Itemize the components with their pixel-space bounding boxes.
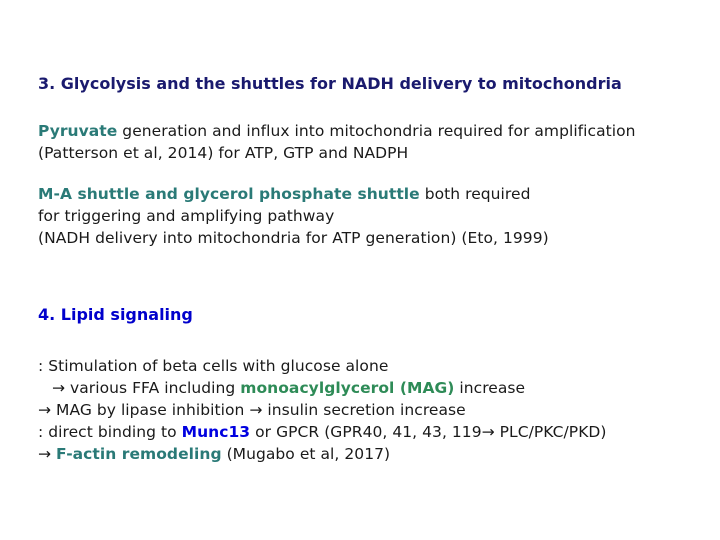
lipid-line-5-tail: (Mugabo et al, 2017) [221, 445, 391, 463]
shuttle-line-2: for triggering and amplifying pathway [38, 207, 335, 225]
pyruvate-line-1-text: generation and influx into mitochondria required for amplification [117, 122, 636, 140]
section-4-heading: 4. Lipid signaling [38, 305, 193, 324]
lipid-line-3-tail: insulin secretion increase [262, 401, 466, 419]
section-3-heading [38, 74, 622, 93]
pyruvate-line-1 [38, 120, 636, 142]
lipid-line-2-tail: increase [454, 379, 526, 397]
pyruvate-paragraph [38, 120, 636, 164]
lipid-line-3-text: MAG by lipase inhibition [51, 401, 250, 419]
shuttle-term: M-A shuttle and glycerol phosphate shuttle [38, 185, 420, 203]
f-actin-term: F-actin remodeling [56, 445, 222, 463]
lipid-line-2-text: various FFA including [65, 379, 241, 397]
arrow-icon: → [38, 445, 52, 463]
shuttle-line-1 [38, 183, 549, 205]
mag-term: monoacylglycerol (MAG) [240, 379, 455, 397]
pyruvate-term: Pyruvate [38, 122, 118, 140]
lipid-line-4-text: : direct binding to [38, 423, 182, 441]
lipid-line-3 [38, 399, 607, 421]
lipid-line-1: : Stimulation of beta cells with glucose alone [38, 357, 389, 375]
shuttle-line-3: (NADH delivery into mitochondria for ATP generation) (Eto, 1999) [38, 229, 549, 247]
arrow-icon: → [52, 379, 66, 397]
lipid-line-4-mid: or GPCR (GPR40, 41, 43, 119 [250, 423, 482, 441]
section-3-number: 3. [38, 74, 56, 93]
lipid-line-4 [38, 421, 607, 443]
shuttle-paragraph [38, 183, 549, 249]
lipid-line-2 [38, 377, 607, 399]
munc13-term: Munc13 [181, 423, 251, 441]
shuttle-line-1-text: both required [419, 185, 531, 203]
lipid-line-5 [38, 443, 607, 465]
arrow-icon: → [249, 401, 263, 419]
lipid-signaling-body [38, 355, 607, 465]
arrow-icon: → [38, 401, 52, 419]
pyruvate-line-2: (Patterson et al, 2014) for ATP, GTP and NADPH [38, 144, 409, 162]
lipid-line-4-tail: PLC/PKC/PKD) [494, 423, 607, 441]
arrow-icon: → [481, 423, 495, 441]
section-3-title: Glycolysis and the shuttles for NADH delivery to mitochondria [60, 74, 622, 93]
